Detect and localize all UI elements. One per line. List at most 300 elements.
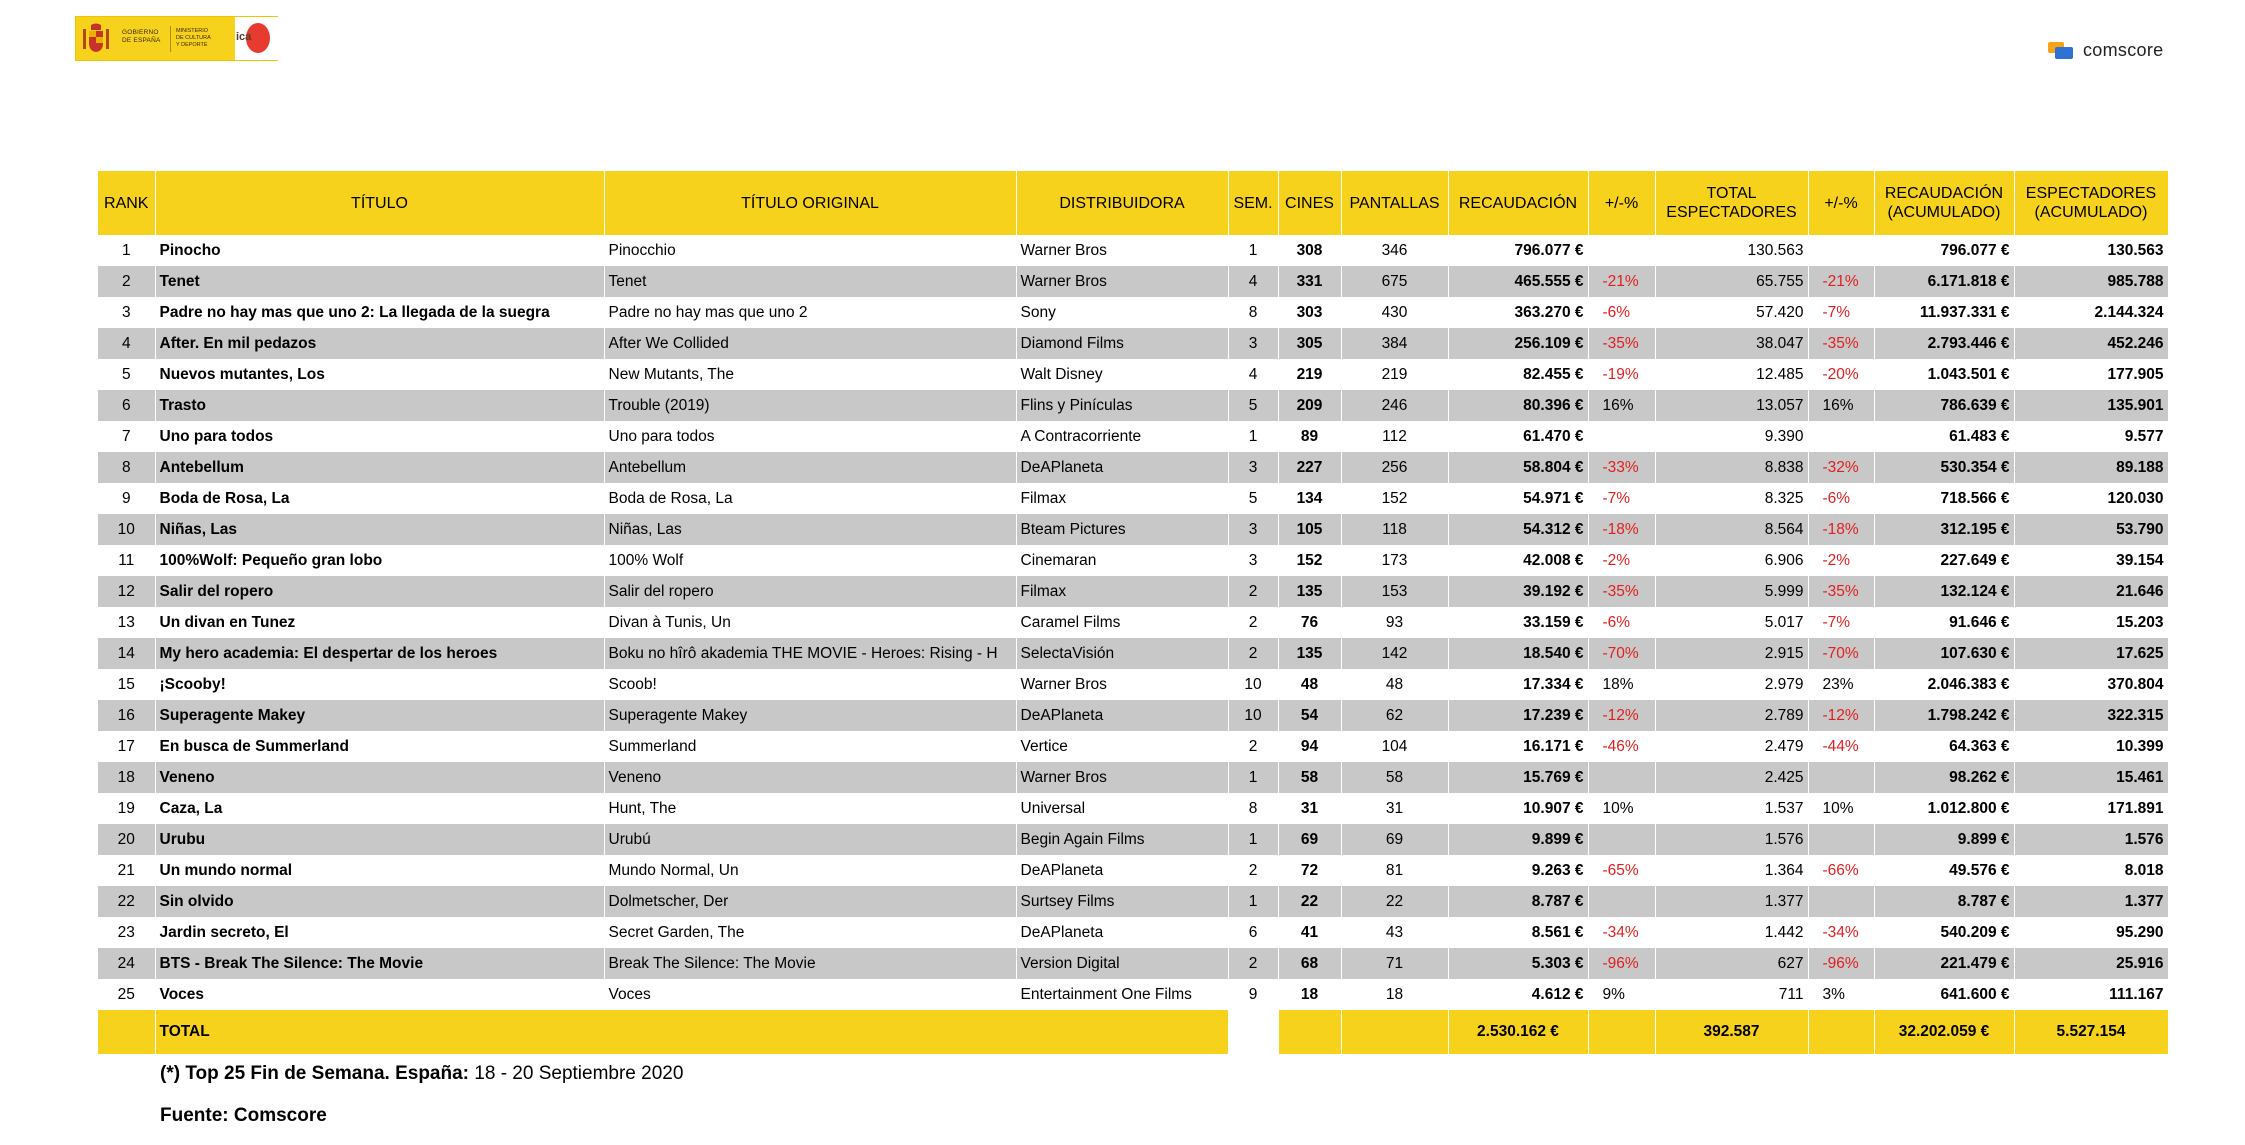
col-recaudacion: RECAUDACIÓN [1448,171,1588,235]
cell-rec: 8.561 € [1448,917,1588,948]
ministry-logo [75,16,278,61]
cell-esp-acum: 8.018 [2014,855,2168,886]
cell-original: Divan à Tunis, Un [604,607,1016,638]
cell-esp-acum: 177.905 [2014,359,2168,390]
total-espectadores-acumulado: 5.527.154 [2014,1010,2168,1054]
total-empty-sem [1228,1010,1278,1054]
cell-var1: -35% [1588,328,1655,359]
cell-rank: 22 [98,886,155,917]
cell-dist: Filmax [1016,483,1228,514]
gov-text [122,29,161,45]
cell-dist: Universal [1016,793,1228,824]
cell-title: Padre no hay mas que uno 2: La llegada de la suegra [155,297,604,328]
col-recaudacion-acumulado [1874,171,2014,235]
cell-original: Boda de Rosa, La [604,483,1016,514]
table-row [98,390,2168,421]
cell-rec: 17.239 € [1448,700,1588,731]
cell-var2: -35% [1808,328,1874,359]
cell-var2: -21% [1808,266,1874,297]
cell-var1: 16% [1588,390,1655,421]
cell-var1: -2% [1588,545,1655,576]
cell-title: My hero academia: El despertar de los heroes [155,638,604,669]
cell-rec: 5.303 € [1448,948,1588,979]
table-row [98,576,2168,607]
col-distribuidora: DISTRIBUIDORA [1016,171,1228,235]
cell-var2: -32% [1808,452,1874,483]
cell-sem: 8 [1228,793,1278,824]
gov-line-2: DE ESPAÑA [122,37,161,44]
cell-esp-acum: 130.563 [2014,235,2168,266]
cell-sem: 2 [1228,855,1278,886]
cell-var2 [1808,824,1874,855]
cell-esp: 2.479 [1655,731,1808,762]
comscore-wordmark: comscore [2083,39,2164,60]
ministry-line-3: Y DEPORTE [176,42,208,48]
cell-rec: 8.787 € [1448,886,1588,917]
cell-esp-acum: 9.577 [2014,421,2168,452]
cell-rec-acum: 540.209 € [1874,917,2014,948]
cell-rec-acum: 718.566 € [1874,483,2014,514]
cell-dist: Warner Bros [1016,762,1228,793]
cell-esp-acum: 17.625 [2014,638,2168,669]
cell-esp: 57.420 [1655,297,1808,328]
total-empty-cines [1278,1010,1341,1054]
col-titulo: TÍTULO [155,171,604,235]
cell-rec-acum: 107.630 € [1874,638,2014,669]
table-row [98,638,2168,669]
cell-esp-acum: 15.203 [2014,607,2168,638]
cell-rank: 17 [98,731,155,762]
cell-pantallas: 675 [1341,266,1448,297]
cell-esp-acum: 2.144.324 [2014,297,2168,328]
cell-dist: Entertainment One Films [1016,979,1228,1010]
cell-title: Superagente Makey [155,700,604,731]
cell-rank: 15 [98,669,155,700]
ica-logo-text: ica [236,31,252,43]
cell-var2: -66% [1808,855,1874,886]
cell-title: Un mundo normal [155,855,604,886]
gov-line-1: GOBIERNO [122,29,159,36]
cell-dist: DeAPlaneta [1016,855,1228,886]
col-var-espectadores: +/-% [1808,171,1874,235]
logo-divider [170,26,171,52]
cell-sem: 1 [1228,762,1278,793]
cell-pantallas: 256 [1341,452,1448,483]
cell-rank: 6 [98,390,155,421]
ministry-line-1: MINISTERIO [176,28,209,34]
cell-pantallas: 346 [1341,235,1448,266]
cell-rec: 465.555 € [1448,266,1588,297]
cell-rec: 9.899 € [1448,824,1588,855]
cell-var2: -44% [1808,731,1874,762]
cell-rec: 17.334 € [1448,669,1588,700]
cell-rec-acum: 61.483 € [1874,421,2014,452]
cell-original: Summerland [604,731,1016,762]
cell-var2: -70% [1808,638,1874,669]
cell-original: Urubú [604,824,1016,855]
cell-original: Secret Garden, The [604,917,1016,948]
total-empty-var2 [1808,1010,1874,1054]
cell-sem: 5 [1228,483,1278,514]
cell-dist: Vertice [1016,731,1228,762]
cell-var1: -6% [1588,297,1655,328]
cell-esp: 6.906 [1655,545,1808,576]
cell-title: Jardin secreto, El [155,917,604,948]
cell-rec-acum: 227.649 € [1874,545,2014,576]
cell-sem: 2 [1228,576,1278,607]
table-header-row [98,171,2168,235]
cell-esp: 1.377 [1655,886,1808,917]
cell-pantallas: 430 [1341,297,1448,328]
cell-pantallas: 142 [1341,638,1448,669]
cell-sem: 8 [1228,297,1278,328]
cell-rec-acum: 312.195 € [1874,514,2014,545]
cell-rec: 82.455 € [1448,359,1588,390]
cell-rank: 10 [98,514,155,545]
cell-title: Un divan en Tunez [155,607,604,638]
cell-rank: 18 [98,762,155,793]
table-row [98,731,2168,762]
col-sem: SEM. [1228,171,1278,235]
cell-sem: 9 [1228,979,1278,1010]
cell-esp: 1.442 [1655,917,1808,948]
cell-original: Break The Silence: The Movie [604,948,1016,979]
cell-pantallas: 104 [1341,731,1448,762]
cell-var2 [1808,421,1874,452]
cell-rank: 16 [98,700,155,731]
cell-rank: 11 [98,545,155,576]
cell-dist: Cinemaran [1016,545,1228,576]
cell-title: Antebellum [155,452,604,483]
cell-var2: -6% [1808,483,1874,514]
table-row [98,607,2168,638]
cell-dist: Sony [1016,297,1228,328]
cell-var1: 9% [1588,979,1655,1010]
cell-dist: Version Digital [1016,948,1228,979]
cell-rank: 4 [98,328,155,359]
cell-rank: 20 [98,824,155,855]
cell-pantallas: 93 [1341,607,1448,638]
cell-rec-acum: 11.937.331 € [1874,297,2014,328]
table-row [98,359,2168,390]
total-recaudacion-acumulado: 32.202.059 € [1874,1010,2014,1054]
cell-esp-acum: 21.646 [2014,576,2168,607]
cell-title: BTS - Break The Silence: The Movie [155,948,604,979]
cell-cines: 303 [1278,297,1341,328]
cell-dist: A Contracorriente [1016,421,1228,452]
ministry-line-2: DE CULTURA [176,35,211,41]
table-row [98,855,2168,886]
cell-original: Antebellum [604,452,1016,483]
col-cines: CINES [1278,171,1341,235]
cell-sem: 4 [1228,266,1278,297]
cell-var1: -96% [1588,948,1655,979]
cell-cines: 219 [1278,359,1341,390]
cell-title: Pinocho [155,235,604,266]
table-row [98,483,2168,514]
cell-sem: 6 [1228,917,1278,948]
cell-esp: 38.047 [1655,328,1808,359]
cell-var1: -7% [1588,483,1655,514]
cell-title: Salir del ropero [155,576,604,607]
cell-rec-acum: 64.363 € [1874,731,2014,762]
cell-pantallas: 384 [1341,328,1448,359]
cell-var1: -18% [1588,514,1655,545]
cell-rank: 23 [98,917,155,948]
table-row [98,700,2168,731]
cell-original: Voces [604,979,1016,1010]
total-empty-rank [98,1010,155,1054]
cell-dist: Warner Bros [1016,669,1228,700]
cell-var1: -34% [1588,917,1655,948]
cell-cines: 227 [1278,452,1341,483]
cell-esp: 2.979 [1655,669,1808,700]
gov-logo-panel [76,17,235,60]
cell-var2: -7% [1808,607,1874,638]
cell-var2: -7% [1808,297,1874,328]
cell-dist: Filmax [1016,576,1228,607]
cell-dist: Begin Again Films [1016,824,1228,855]
cell-title: Sin olvido [155,886,604,917]
cell-pantallas: 58 [1341,762,1448,793]
cell-pantallas: 18 [1341,979,1448,1010]
cell-title: Veneno [155,762,604,793]
table-row [98,452,2168,483]
table-row [98,669,2168,700]
cell-var2: -12% [1808,700,1874,731]
cell-rec-acum: 1.012.800 € [1874,793,2014,824]
cell-rank: 19 [98,793,155,824]
source-note: Fuente: Comscore [160,1105,327,1126]
cell-rec-acum: 641.600 € [1874,979,2014,1010]
cell-cines: 94 [1278,731,1341,762]
cell-esp-acum: 985.788 [2014,266,2168,297]
comscore-icon [2048,39,2076,61]
cell-esp: 130.563 [1655,235,1808,266]
cell-rec: 80.396 € [1448,390,1588,421]
cell-cines: 209 [1278,390,1341,421]
cell-var2: 10% [1808,793,1874,824]
cell-esp-acum: 25.916 [2014,948,2168,979]
cell-title: Niñas, Las [155,514,604,545]
cell-rank: 24 [98,948,155,979]
cell-original: Niñas, Las [604,514,1016,545]
table-row [98,266,2168,297]
cell-sem: 2 [1228,607,1278,638]
cell-rec: 33.159 € [1448,607,1588,638]
cell-var2 [1808,235,1874,266]
cell-title: Caza, La [155,793,604,824]
cell-var1: -21% [1588,266,1655,297]
cell-rec-acum: 2.046.383 € [1874,669,2014,700]
cell-title: Trasto [155,390,604,421]
cell-rec-acum: 786.639 € [1874,390,2014,421]
col-var-recaudacion: +/-% [1588,171,1655,235]
cell-esp-acum: 370.804 [2014,669,2168,700]
cell-esp-acum: 1.576 [2014,824,2168,855]
cell-pantallas: 112 [1341,421,1448,452]
cell-rec-acum: 91.646 € [1874,607,2014,638]
cell-rank: 2 [98,266,155,297]
cell-var1 [1588,886,1655,917]
col-espectadores-acumulado [2014,171,2168,235]
col-titulo-original: TÍTULO ORIGINAL [604,171,1016,235]
cell-esp-acum: 39.154 [2014,545,2168,576]
cell-var2: -18% [1808,514,1874,545]
cell-sem: 3 [1228,514,1278,545]
col-total-espectadores-line1: TOTAL [1706,185,1757,202]
cell-rec: 796.077 € [1448,235,1588,266]
comscore-logo [2048,36,2163,64]
cell-pantallas: 173 [1341,545,1448,576]
cell-rec: 16.171 € [1448,731,1588,762]
cell-pantallas: 152 [1341,483,1448,514]
cell-var1: -46% [1588,731,1655,762]
cell-sem: 3 [1228,545,1278,576]
cell-esp-acum: 15.461 [2014,762,2168,793]
cell-esp-acum: 1.377 [2014,886,2168,917]
cell-original: New Mutants, The [604,359,1016,390]
cell-rec-acum: 2.793.446 € [1874,328,2014,359]
cell-title: Boda de Rosa, La [155,483,604,514]
table-row [98,917,2168,948]
cell-cines: 72 [1278,855,1341,886]
cell-original: After We Collided [604,328,1016,359]
cell-rank: 8 [98,452,155,483]
cell-rank: 25 [98,979,155,1010]
cell-cines: 58 [1278,762,1341,793]
cell-rank: 3 [98,297,155,328]
cell-sem: 2 [1228,638,1278,669]
cell-rec: 363.270 € [1448,297,1588,328]
cell-esp: 8.838 [1655,452,1808,483]
cell-esp: 1.576 [1655,824,1808,855]
cell-var2: -2% [1808,545,1874,576]
cell-original: Superagente Makey [604,700,1016,731]
cell-cines: 22 [1278,886,1341,917]
cell-pantallas: 71 [1341,948,1448,979]
cell-var2: -35% [1808,576,1874,607]
col-espectadores-acumulado-line1: ESPECTADORES [2025,185,2157,202]
cell-title: Tenet [155,266,604,297]
cell-cines: 48 [1278,669,1341,700]
cell-pantallas: 246 [1341,390,1448,421]
cell-var1: -65% [1588,855,1655,886]
ministry-text [176,28,211,49]
cell-sem: 5 [1228,390,1278,421]
coat-of-arms-icon [82,23,110,54]
cell-original: Veneno [604,762,1016,793]
cell-esp: 2.789 [1655,700,1808,731]
cell-esp-acum: 171.891 [2014,793,2168,824]
cell-esp: 8.325 [1655,483,1808,514]
cell-pantallas: 153 [1341,576,1448,607]
cell-pantallas: 81 [1341,855,1448,886]
cell-esp: 5.017 [1655,607,1808,638]
cell-rec-acum: 221.479 € [1874,948,2014,979]
cell-cines: 76 [1278,607,1341,638]
cell-var2 [1808,886,1874,917]
cell-pantallas: 219 [1341,359,1448,390]
cell-var1: 18% [1588,669,1655,700]
cell-rec: 9.263 € [1448,855,1588,886]
cell-esp-acum: 89.188 [2014,452,2168,483]
table-row [98,297,2168,328]
cell-cines: 89 [1278,421,1341,452]
cell-var1: -19% [1588,359,1655,390]
cell-title: 100%Wolf: Pequeño gran lobo [155,545,604,576]
cell-var2: 3% [1808,979,1874,1010]
cell-esp: 1.364 [1655,855,1808,886]
cell-rec: 39.192 € [1448,576,1588,607]
table-row [98,545,2168,576]
cell-rank: 5 [98,359,155,390]
cell-rec-acum: 530.354 € [1874,452,2014,483]
cell-esp-acum: 452.246 [2014,328,2168,359]
table-row [98,514,2168,545]
cell-cines: 135 [1278,638,1341,669]
cell-title: Urubu [155,824,604,855]
cell-esp: 12.485 [1655,359,1808,390]
cell-original: Padre no hay mas que uno 2 [604,297,1016,328]
cell-var2: 23% [1808,669,1874,700]
cell-esp: 2.425 [1655,762,1808,793]
cell-esp-acum: 120.030 [2014,483,2168,514]
cell-var2: -34% [1808,917,1874,948]
cell-original: Pinocchio [604,235,1016,266]
cell-dist: DeAPlaneta [1016,917,1228,948]
cell-rec-acum: 49.576 € [1874,855,2014,886]
cell-cines: 308 [1278,235,1341,266]
cell-cines: 68 [1278,948,1341,979]
cell-pantallas: 62 [1341,700,1448,731]
cell-var2: -96% [1808,948,1874,979]
table-row [98,421,2168,452]
cell-cines: 305 [1278,328,1341,359]
cell-pantallas: 22 [1341,886,1448,917]
table-row [98,762,2168,793]
cell-var2 [1808,762,1874,793]
cell-esp: 13.057 [1655,390,1808,421]
cell-sem: 4 [1228,359,1278,390]
cell-sem: 10 [1228,700,1278,731]
cell-rank: 1 [98,235,155,266]
cell-var1: -70% [1588,638,1655,669]
table-row [98,235,2168,266]
cell-rank: 12 [98,576,155,607]
cell-rank: 14 [98,638,155,669]
cell-rank: 21 [98,855,155,886]
table-row [98,979,2168,1010]
cell-rec: 4.612 € [1448,979,1588,1010]
cell-var1 [1588,762,1655,793]
cell-rank: 9 [98,483,155,514]
ica-logo [235,17,278,60]
cell-rec-acum: 9.899 € [1874,824,2014,855]
cell-dist: SelectaVisión [1016,638,1228,669]
table-row [98,328,2168,359]
cell-sem: 2 [1228,948,1278,979]
cell-esp: 5.999 [1655,576,1808,607]
cell-rec: 18.540 € [1448,638,1588,669]
cell-title: Uno para todos [155,421,604,452]
cell-pantallas: 31 [1341,793,1448,824]
cell-rec: 15.769 € [1448,762,1588,793]
cell-esp: 9.390 [1655,421,1808,452]
footnote-label: (*) Top 25 Fin de Semana. España: [160,1063,469,1084]
cell-esp-acum: 10.399 [2014,731,2168,762]
cell-var2: 16% [1808,390,1874,421]
